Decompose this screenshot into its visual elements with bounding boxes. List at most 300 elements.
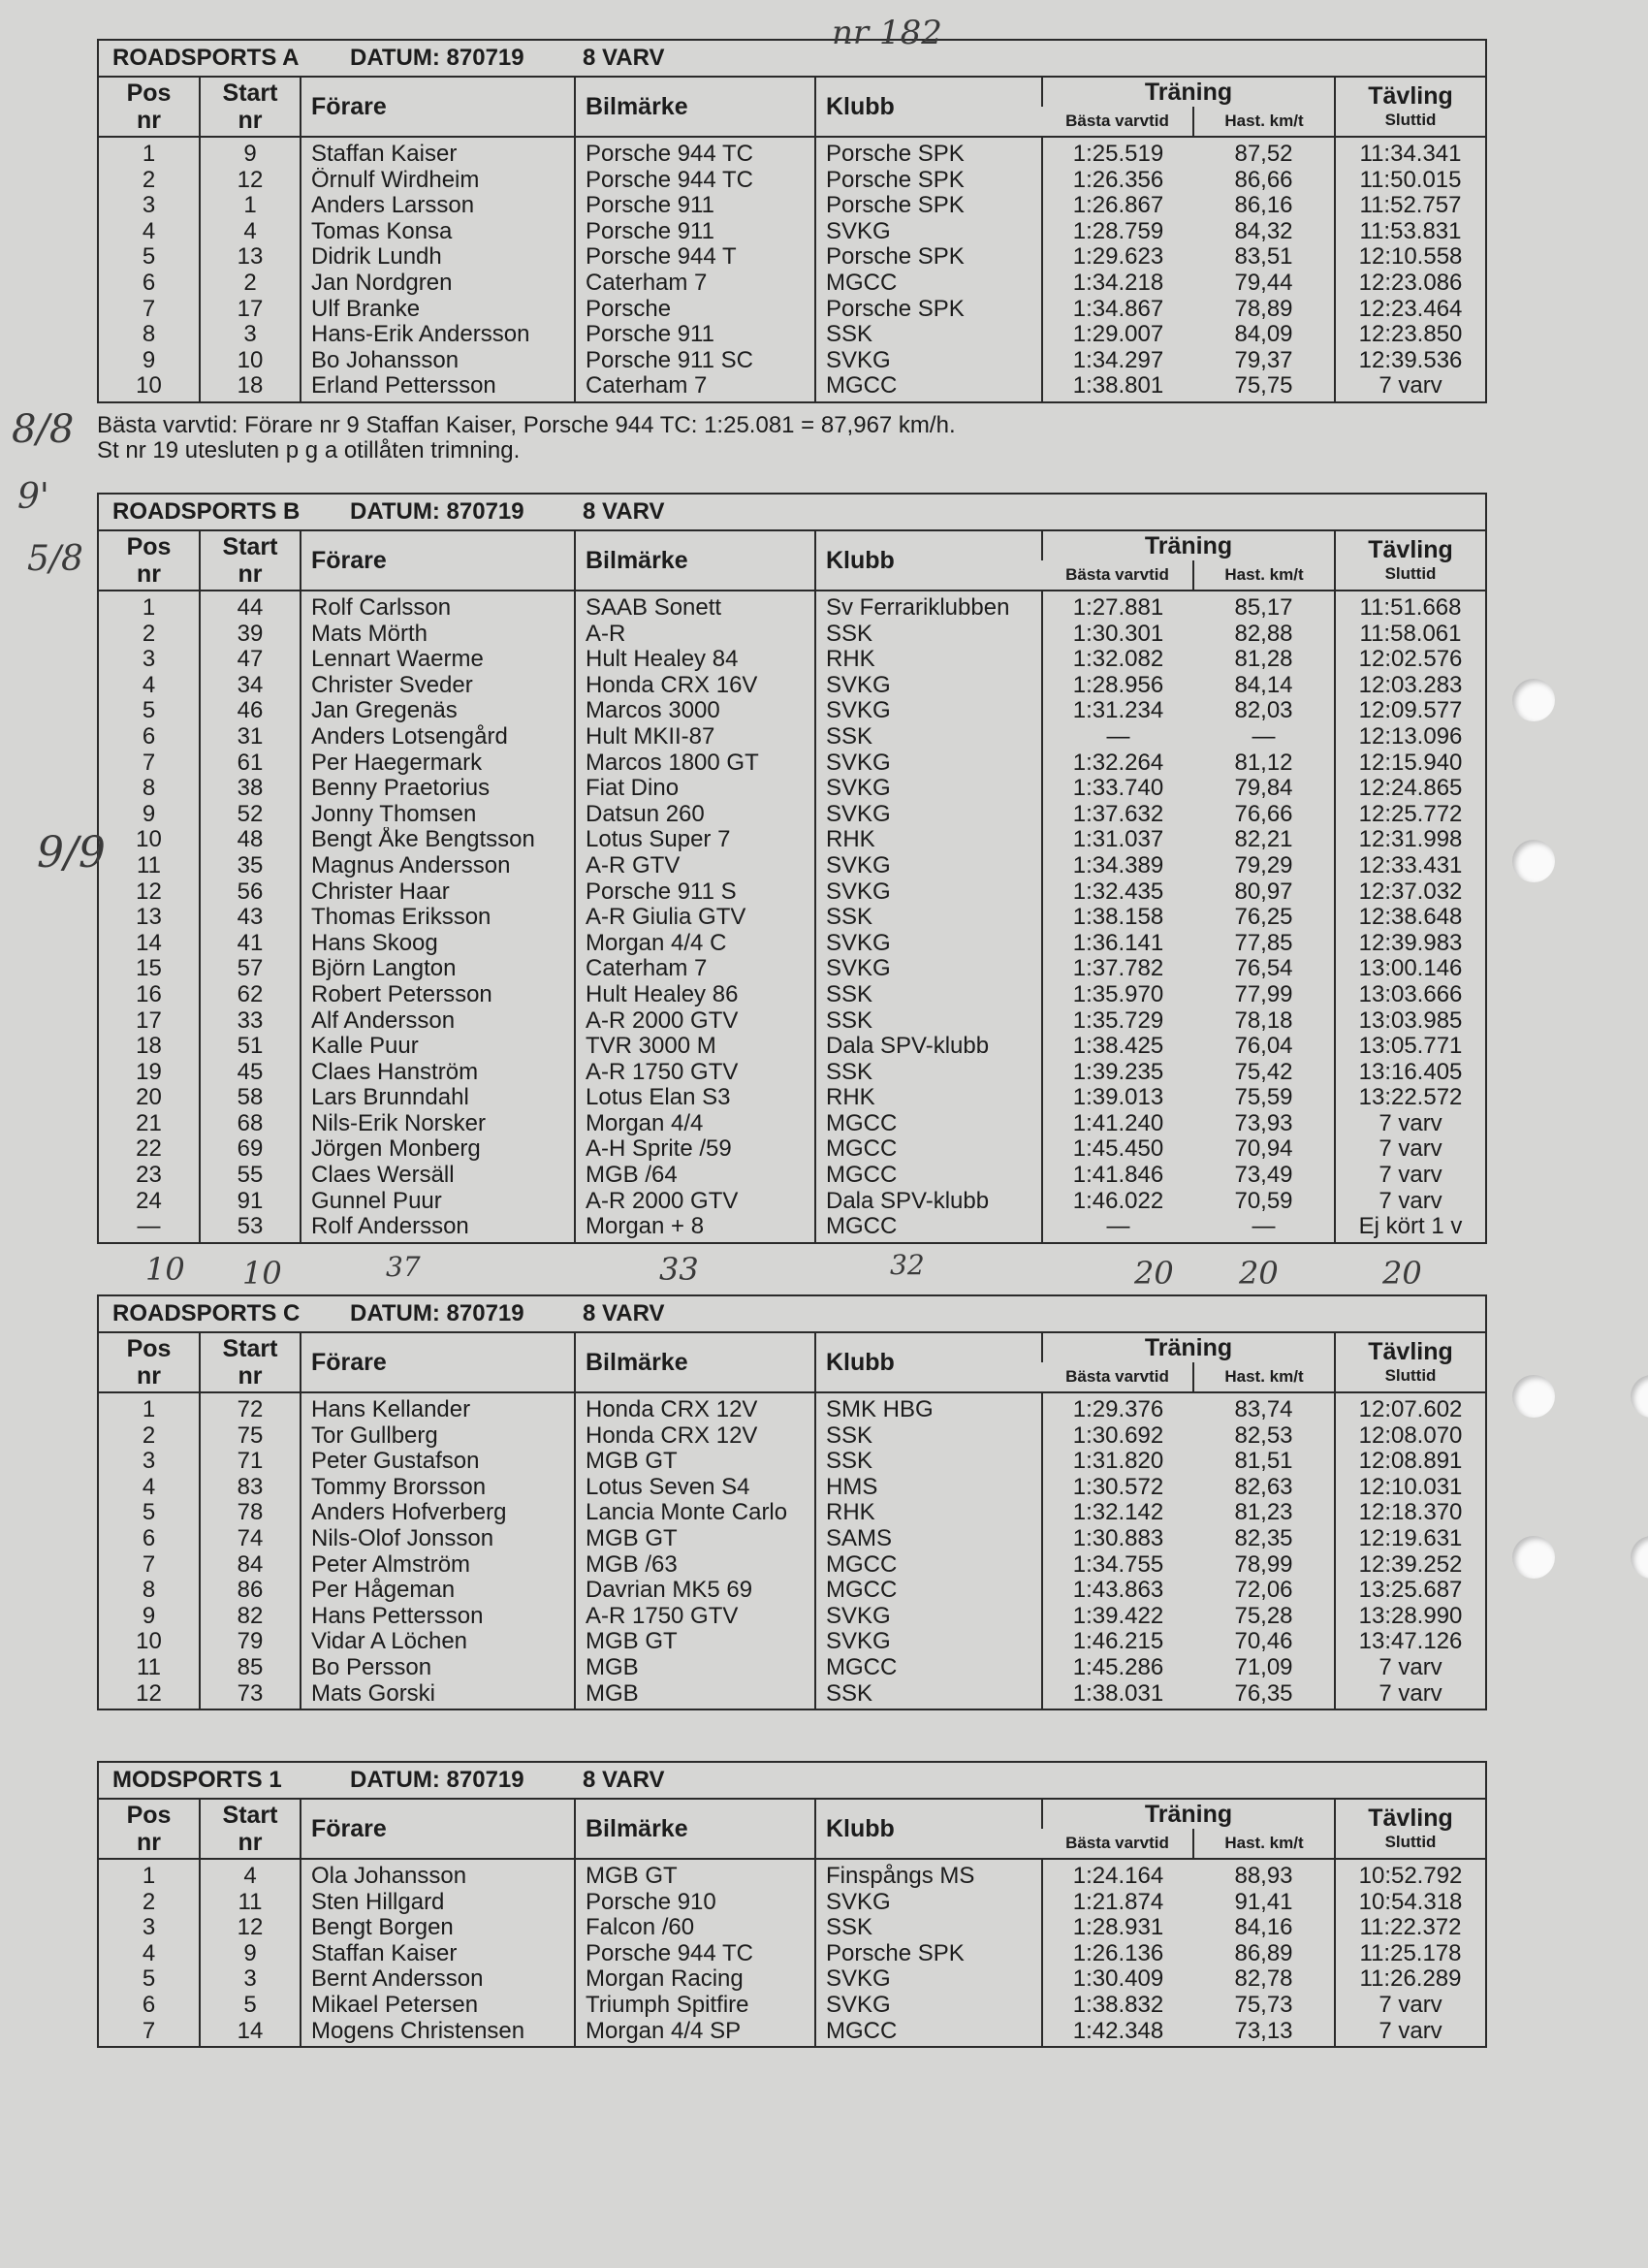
cell-club: RHK xyxy=(815,1085,1042,1111)
cell-slut: 12:03.283 xyxy=(1335,673,1485,699)
cell-best: 1:45.450 xyxy=(1042,1136,1193,1163)
cell-start: 74 xyxy=(200,1526,301,1552)
section-roadsports-a xyxy=(97,39,1487,403)
cell-pos: 1 xyxy=(142,1863,156,1889)
cell-hast: 80,97 xyxy=(1234,878,1293,905)
col-start: Start nr xyxy=(200,1333,301,1392)
cell-car: Lotus Elan S3 xyxy=(575,1085,815,1111)
cell-start: 56 xyxy=(200,879,301,906)
cell-club: Porsche SPK xyxy=(815,244,1042,271)
cell-start: 68 xyxy=(200,1111,301,1137)
cell-name: Jan Nordgren xyxy=(301,271,575,297)
cell-start: 51 xyxy=(200,1034,301,1060)
table-row xyxy=(99,776,1485,802)
table-row xyxy=(99,1526,1485,1552)
cell-car: Morgan + 8 xyxy=(575,1214,815,1242)
cell-car: MGB xyxy=(575,1681,815,1709)
col-klubb: Klubb xyxy=(815,1800,1042,1859)
cell-best: 1:38.801 xyxy=(1042,373,1193,401)
cell-start: 78 xyxy=(200,1500,301,1526)
cell-best: 1:30.572 xyxy=(1042,1475,1193,1501)
col-hast: Hast. km/t xyxy=(1193,1362,1335,1392)
section-roadsports-c xyxy=(97,1294,1487,1710)
cell-car: A-R 1750 GTV xyxy=(575,1604,815,1630)
cell-car: Falcon /60 xyxy=(575,1915,815,1941)
cell-hast: 82,21 xyxy=(1234,827,1293,853)
table-row xyxy=(99,1629,1485,1655)
cell-name: Hans Skoog xyxy=(301,931,575,957)
cell-start: 58 xyxy=(200,1085,301,1111)
cell-best: 1:38.832 xyxy=(1042,1993,1193,2019)
table-row xyxy=(99,673,1485,699)
cell-name: Kalle Puur xyxy=(301,1034,575,1060)
cell-club: SVKG xyxy=(815,219,1042,245)
cell-pos: 12 xyxy=(136,878,162,905)
cell-club: SVKG xyxy=(815,853,1042,879)
cell-best: 1:28.956 xyxy=(1042,673,1193,699)
cell-club: SVKG xyxy=(815,879,1042,906)
cell-slut: 13:03.985 xyxy=(1335,1008,1485,1035)
cell-club: Dala SPV-klubb xyxy=(815,1034,1042,1060)
cell-name: Bernt Andersson xyxy=(301,1966,575,1993)
section-roadsports-b xyxy=(97,493,1487,1244)
cell-car: A-H Sprite /59 xyxy=(575,1136,815,1163)
cell-car: Morgan 4/4 SP xyxy=(575,2019,815,2047)
cell-name: Björn Langton xyxy=(301,956,575,982)
cell-car: Caterham 7 xyxy=(575,373,815,401)
cell-car: A-R xyxy=(575,622,815,648)
cell-car: Porsche 911 xyxy=(575,322,815,348)
cell-car: Porsche 944 TC xyxy=(575,1941,815,1967)
cell-name: Peter Gustafson xyxy=(301,1449,575,1475)
cell-slut: 12:18.370 xyxy=(1335,1500,1485,1526)
cell-club: MGCC xyxy=(815,1136,1042,1163)
cell-name: Tomas Konsa xyxy=(301,219,575,245)
cell-club: Finspångs MS xyxy=(815,1859,1042,1890)
cell-club: SSK xyxy=(815,622,1042,648)
cell-pos: 2 xyxy=(142,167,156,193)
cell-pos: 6 xyxy=(142,1525,156,1551)
cell-pos: 13 xyxy=(136,905,162,931)
cell-name: Hans Pettersson xyxy=(301,1604,575,1630)
cell-hast: 87,52 xyxy=(1234,141,1293,167)
cell-pos: — xyxy=(137,1214,161,1240)
cell-slut: 7 varv xyxy=(1335,1655,1485,1681)
cell-start: 75 xyxy=(200,1423,301,1450)
section-laps: 8 VARV xyxy=(583,1300,665,1326)
cell-pos: 8 xyxy=(142,776,156,802)
col-bilmarke: Bilmärke xyxy=(575,1333,815,1392)
cell-start: 86 xyxy=(200,1578,301,1604)
cell-best: 1:30.692 xyxy=(1042,1423,1193,1450)
cell-hast: 88,93 xyxy=(1234,1863,1293,1889)
cell-start: 61 xyxy=(200,751,301,777)
cell-best: 1:36.141 xyxy=(1042,931,1193,957)
note-best-lap: Bästa varvtid: Förare nr 9 Staffan Kaiser, Porsche 944 TC: 1:25.081 = 87,967 km/h. xyxy=(97,412,956,438)
cell-pos: 3 xyxy=(142,193,156,219)
cell-club: Dala SPV-klubb xyxy=(815,1189,1042,1215)
col-basta-varvtid: Bästa varvtid xyxy=(1042,560,1193,591)
cell-slut: 12:25.772 xyxy=(1335,802,1485,828)
cell-club: SSK xyxy=(815,1008,1042,1035)
cell-car: Morgan 4/4 C xyxy=(575,931,815,957)
table-row xyxy=(99,1681,1485,1709)
cell-start: 18 xyxy=(200,373,301,401)
cell-name: Claes Wersäll xyxy=(301,1163,575,1189)
cell-name: Robert Petersson xyxy=(301,982,575,1008)
cell-car: Porsche 944 T xyxy=(575,244,815,271)
cell-hast: 83,51 xyxy=(1234,244,1293,271)
punch-hole xyxy=(1631,1536,1648,1579)
cell-name: Lennart Waerme xyxy=(301,647,575,673)
cell-name: Hans-Erik Andersson xyxy=(301,322,575,348)
cell-slut: 11:25.178 xyxy=(1335,1941,1485,1967)
cell-slut: 11:34.341 xyxy=(1335,137,1485,168)
cell-car: Caterham 7 xyxy=(575,956,815,982)
cell-car: Hult MKII-87 xyxy=(575,724,815,751)
cell-hast: 70,94 xyxy=(1234,1136,1293,1163)
cell-slut: 10:52.792 xyxy=(1335,1859,1485,1890)
cell-hast: 75,28 xyxy=(1234,1603,1293,1629)
table-row xyxy=(99,1578,1485,1604)
table-row xyxy=(99,348,1485,374)
section-header xyxy=(99,1296,1485,1333)
cell-name: Erland Pettersson xyxy=(301,373,575,401)
punch-hole xyxy=(1512,840,1555,882)
table-row xyxy=(99,1423,1485,1450)
cell-hast: 82,63 xyxy=(1234,1474,1293,1500)
cell-name: Mats Mörth xyxy=(301,622,575,648)
cell-pos: 24 xyxy=(136,1188,162,1214)
cell-best: 1:41.846 xyxy=(1042,1163,1193,1189)
cell-pos: 3 xyxy=(142,1449,156,1475)
cell-hast: 78,18 xyxy=(1234,1007,1293,1034)
table-row xyxy=(99,1500,1485,1526)
handwritten-margin-4: 9/9 xyxy=(37,828,106,878)
cell-club: SSK xyxy=(815,1060,1042,1086)
cell-slut: 12:24.865 xyxy=(1335,776,1485,802)
table-row xyxy=(99,1993,1485,2019)
cell-club: Sv Ferrariklubben xyxy=(815,591,1042,622)
cell-hast: 84,09 xyxy=(1234,322,1293,348)
cell-slut: 12:23.086 xyxy=(1335,271,1485,297)
cell-car: Porsche 944 TC xyxy=(575,168,815,194)
handwritten-count: 20 xyxy=(1239,1255,1279,1292)
col-pos: Pos nr xyxy=(99,1333,200,1392)
cell-start: 3 xyxy=(200,322,301,348)
handwritten-count: 32 xyxy=(890,1249,925,1281)
table-row xyxy=(99,802,1485,828)
cell-start: 39 xyxy=(200,622,301,648)
cell-club: SVKG xyxy=(815,348,1042,374)
table-row xyxy=(99,1392,1485,1423)
col-hast: Hast. km/t xyxy=(1193,107,1335,137)
table-row xyxy=(99,137,1485,168)
cell-hast: 75,75 xyxy=(1234,373,1293,399)
table-row xyxy=(99,322,1485,348)
cell-slut: Ej kört 1 v xyxy=(1335,1214,1485,1242)
col-pos: Pos nr xyxy=(99,78,200,137)
cell-name: Anders Larsson xyxy=(301,193,575,219)
cell-start: 69 xyxy=(200,1136,301,1163)
cell-name: Jörgen Monberg xyxy=(301,1136,575,1163)
cell-start: 14 xyxy=(200,2019,301,2047)
cell-name: Christer Sveder xyxy=(301,673,575,699)
col-forare: Förare xyxy=(301,78,575,137)
cell-slut: 12:15.940 xyxy=(1335,751,1485,777)
cell-hast: 70,46 xyxy=(1234,1629,1293,1655)
cell-start: 72 xyxy=(200,1392,301,1423)
cell-pos: 22 xyxy=(136,1136,162,1163)
cell-hast: 82,53 xyxy=(1234,1422,1293,1449)
cell-pos: 7 xyxy=(142,2018,156,2044)
results-table xyxy=(99,1800,1485,2046)
cell-slut: 11:51.668 xyxy=(1335,591,1485,622)
cell-club: SVKG xyxy=(815,698,1042,724)
cell-best: 1:32.435 xyxy=(1042,879,1193,906)
cell-start: 1 xyxy=(200,193,301,219)
cell-car: MGB GT xyxy=(575,1859,815,1890)
cell-slut: 7 varv xyxy=(1335,1189,1485,1215)
cell-club: MGCC xyxy=(815,1552,1042,1579)
cell-slut: 7 varv xyxy=(1335,1111,1485,1137)
cell-club: SSK xyxy=(815,1915,1042,1941)
cell-hast: 72,06 xyxy=(1234,1578,1293,1604)
col-basta-varvtid: Bästa varvtid xyxy=(1042,107,1193,137)
cell-car: Triumph Spitfire xyxy=(575,1993,815,2019)
cell-car: Porsche 911 S xyxy=(575,879,815,906)
table-row xyxy=(99,373,1485,401)
table-row xyxy=(99,1060,1485,1086)
cell-pos: 18 xyxy=(136,1034,162,1060)
cell-name: Bengt Åke Bengtsson xyxy=(301,827,575,853)
cell-best: 1:39.422 xyxy=(1042,1604,1193,1630)
cell-start: 41 xyxy=(200,931,301,957)
cell-car: MGB /64 xyxy=(575,1163,815,1189)
cell-name: Tor Gullberg xyxy=(301,1423,575,1450)
cell-slut: 13:22.572 xyxy=(1335,1085,1485,1111)
cell-slut: 7 varv xyxy=(1335,1163,1485,1189)
cell-hast: 79,29 xyxy=(1234,852,1293,878)
cell-pos: 23 xyxy=(136,1163,162,1189)
cell-car: Davrian MK5 69 xyxy=(575,1578,815,1604)
cell-name: Ola Johansson xyxy=(301,1859,575,1890)
cell-hast: 75,59 xyxy=(1234,1085,1293,1111)
table-row xyxy=(99,297,1485,323)
cell-car: Porsche 911 xyxy=(575,193,815,219)
col-forare: Förare xyxy=(301,1333,575,1392)
cell-hast: 75,73 xyxy=(1234,1992,1293,2018)
cell-pos: 11 xyxy=(137,1654,161,1680)
cell-start: 57 xyxy=(200,956,301,982)
cell-car: Morgan 4/4 xyxy=(575,1111,815,1137)
cell-best: — xyxy=(1042,724,1193,751)
cell-best: 1:34.389 xyxy=(1042,853,1193,879)
cell-slut: 12:19.631 xyxy=(1335,1526,1485,1552)
cell-club: SVKG xyxy=(815,956,1042,982)
cell-car: Marcos 3000 xyxy=(575,698,815,724)
cell-start: 33 xyxy=(200,1008,301,1035)
cell-best: 1:26.867 xyxy=(1042,193,1193,219)
cell-name: Bengt Borgen xyxy=(301,1915,575,1941)
cell-name: Tommy Brorsson xyxy=(301,1475,575,1501)
cell-start: 43 xyxy=(200,905,301,931)
cell-name: Jonny Thomsen xyxy=(301,802,575,828)
cell-car: A-R Giulia GTV xyxy=(575,905,815,931)
table-row xyxy=(99,168,1485,194)
cell-pos: 2 xyxy=(142,1889,156,1915)
cell-best: 1:28.931 xyxy=(1042,1915,1193,1941)
cell-car: A-R GTV xyxy=(575,853,815,879)
cell-name: Per Haegermark xyxy=(301,751,575,777)
cell-pos: 5 xyxy=(142,1966,156,1993)
cell-best: 1:39.235 xyxy=(1042,1060,1193,1086)
cell-club: MGCC xyxy=(815,1214,1042,1242)
cell-club: MGCC xyxy=(815,373,1042,401)
cell-pos: 4 xyxy=(142,1940,156,1966)
cell-hast: 81,12 xyxy=(1234,750,1293,776)
cell-club: SSK xyxy=(815,1681,1042,1709)
cell-slut: 13:47.126 xyxy=(1335,1629,1485,1655)
cell-best: 1:31.234 xyxy=(1042,698,1193,724)
table-row xyxy=(99,1085,1485,1111)
cell-hast: 82,03 xyxy=(1234,698,1293,724)
cell-hast: 84,16 xyxy=(1234,1915,1293,1941)
cell-start: 62 xyxy=(200,982,301,1008)
cell-slut: 12:37.032 xyxy=(1335,879,1485,906)
cell-start: 9 xyxy=(200,137,301,168)
cell-slut: 13:05.771 xyxy=(1335,1034,1485,1060)
cell-best: 1:42.348 xyxy=(1042,2019,1193,2047)
cell-best: 1:30.883 xyxy=(1042,1526,1193,1552)
cell-pos: 12 xyxy=(136,1680,162,1707)
cell-car: Porsche 944 TC xyxy=(575,137,815,168)
cell-start: 13 xyxy=(200,244,301,271)
cell-slut: 12:07.602 xyxy=(1335,1392,1485,1423)
table-row xyxy=(99,827,1485,853)
cell-car: Honda CRX 12V xyxy=(575,1392,815,1423)
cell-start: 31 xyxy=(200,724,301,751)
cell-car: A-R 2000 GTV xyxy=(575,1008,815,1035)
cell-slut: 12:10.558 xyxy=(1335,244,1485,271)
cell-start: 83 xyxy=(200,1475,301,1501)
cell-slut: 7 varv xyxy=(1335,373,1485,401)
table-row xyxy=(99,219,1485,245)
cell-start: 12 xyxy=(200,168,301,194)
results-table xyxy=(99,1333,1485,1709)
cell-start: 3 xyxy=(200,1966,301,1993)
cell-start: 35 xyxy=(200,853,301,879)
col-tavling: Tävling Sluttid xyxy=(1335,1333,1485,1392)
cell-name: Thomas Eriksson xyxy=(301,905,575,931)
table-row xyxy=(99,751,1485,777)
cell-best: 1:46.022 xyxy=(1042,1189,1193,1215)
cell-pos: 8 xyxy=(142,322,156,348)
cell-start: 53 xyxy=(200,1214,301,1242)
cell-slut: 11:53.831 xyxy=(1335,219,1485,245)
cell-hast: 86,66 xyxy=(1234,167,1293,193)
cell-car: A-R 1750 GTV xyxy=(575,1060,815,1086)
cell-car: Porsche xyxy=(575,297,815,323)
handwritten-count: 20 xyxy=(1382,1255,1422,1292)
table-row xyxy=(99,647,1485,673)
cell-pos: 8 xyxy=(142,1578,156,1604)
col-klubb: Klubb xyxy=(815,78,1042,137)
cell-pos: 19 xyxy=(136,1059,162,1085)
cell-hast: — xyxy=(1252,723,1276,750)
cell-club: RHK xyxy=(815,647,1042,673)
section-date: DATUM: 870719 xyxy=(350,45,524,71)
cell-start: 38 xyxy=(200,776,301,802)
cell-car: Porsche 911 xyxy=(575,219,815,245)
cell-pos: 9 xyxy=(142,1603,156,1629)
col-basta-varvtid: Bästa varvtid xyxy=(1042,1362,1193,1392)
cell-car: MGB GT xyxy=(575,1629,815,1655)
cell-slut: 11:52.757 xyxy=(1335,193,1485,219)
cell-start: 48 xyxy=(200,827,301,853)
cell-club: HMS xyxy=(815,1475,1042,1501)
cell-name: Nils-Erik Norsker xyxy=(301,1111,575,1137)
cell-club: SVKG xyxy=(815,673,1042,699)
cell-name: Christer Haar xyxy=(301,879,575,906)
cell-club: Porsche SPK xyxy=(815,193,1042,219)
cell-hast: 73,13 xyxy=(1234,2018,1293,2044)
table-row xyxy=(99,622,1485,648)
cell-start: 4 xyxy=(200,219,301,245)
cell-car: Caterham 7 xyxy=(575,271,815,297)
cell-car: Honda CRX 16V xyxy=(575,673,815,699)
cell-hast: 71,09 xyxy=(1234,1654,1293,1680)
cell-name: Jan Gregenäs xyxy=(301,698,575,724)
cell-best: 1:46.215 xyxy=(1042,1629,1193,1655)
cell-slut: 12:08.891 xyxy=(1335,1449,1485,1475)
cell-start: 84 xyxy=(200,1552,301,1579)
cell-hast: — xyxy=(1252,1214,1276,1240)
cell-car: Lotus Super 7 xyxy=(575,827,815,853)
cell-best: 1:29.376 xyxy=(1042,1392,1193,1423)
cell-slut: 12:39.536 xyxy=(1335,348,1485,374)
cell-start: 45 xyxy=(200,1060,301,1086)
table-row xyxy=(99,905,1485,931)
cell-hast: 84,14 xyxy=(1234,672,1293,698)
cell-name: Sten Hillgard xyxy=(301,1890,575,1916)
cell-name: Staffan Kaiser xyxy=(301,1941,575,1967)
cell-car: TVR 3000 M xyxy=(575,1034,815,1060)
punch-hole xyxy=(1512,1536,1555,1579)
note-excluded: St nr 19 utesluten p g a otillåten trimning. xyxy=(97,437,521,463)
table-row xyxy=(99,1655,1485,1681)
table-row xyxy=(99,853,1485,879)
cell-pos: 17 xyxy=(136,1007,162,1034)
cell-start: 82 xyxy=(200,1604,301,1630)
handwritten-margin-3: 5/8 xyxy=(27,539,83,579)
table-row xyxy=(99,1604,1485,1630)
table-row xyxy=(99,1008,1485,1035)
cell-pos: 2 xyxy=(142,1422,156,1449)
cell-pos: 3 xyxy=(142,647,156,673)
cell-pos: 4 xyxy=(142,672,156,698)
cell-start: 91 xyxy=(200,1189,301,1215)
col-tavling: Tävling Sluttid xyxy=(1335,531,1485,591)
cell-club: SAMS xyxy=(815,1526,1042,1552)
cell-club: MGCC xyxy=(815,1111,1042,1137)
cell-club: Porsche SPK xyxy=(815,1941,1042,1967)
cell-best: 1:34.218 xyxy=(1042,271,1193,297)
cell-slut: 12:02.576 xyxy=(1335,647,1485,673)
cell-start: 9 xyxy=(200,1941,301,1967)
section-date: DATUM: 870719 xyxy=(350,1767,524,1793)
col-basta-varvtid: Bästa varvtid xyxy=(1042,1829,1193,1859)
